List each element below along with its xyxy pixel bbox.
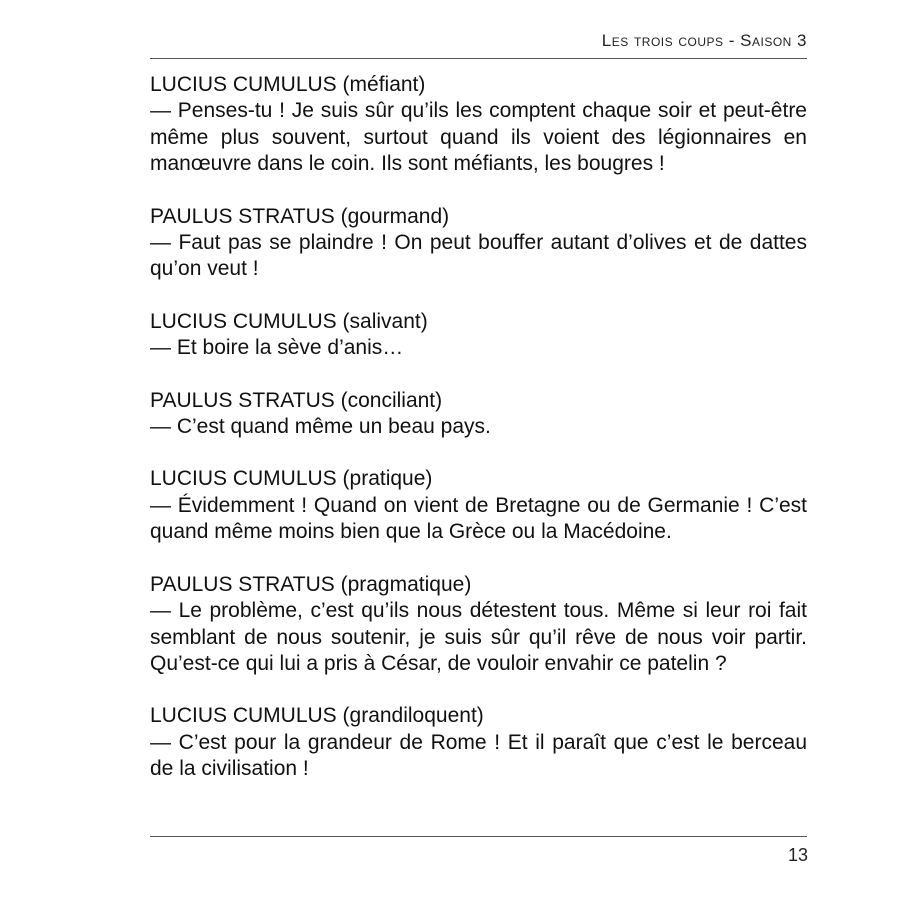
- speaker-name: LUCIUS CUMULUS (pratique): [150, 467, 433, 491]
- dialogue-line: — Faut pas se plaindre ! On peut bouffer autant d’olives et de dattes qu’on veut !: [150, 231, 807, 281]
- running-header: Les trois coups - Saison 3: [601, 31, 807, 50]
- dialogue-line: — Et boire la sève d’anis…: [150, 336, 404, 360]
- speaker-name: LUCIUS CUMULUS (méfiant): [150, 73, 426, 96]
- dialogue-block: [150, 572, 807, 678]
- footer-rule: [150, 836, 807, 837]
- speaker-name: LUCIUS CUMULUS (grandiloquent): [150, 704, 484, 728]
- speaker-name: LUCIUS CUMULUS (salivant): [150, 309, 428, 333]
- dialogue-body: [150, 72, 807, 809]
- dialogue-block: [150, 204, 807, 283]
- dialogue-line: — C’est quand même un beau pays.: [150, 415, 491, 439]
- dialogue-block: [150, 388, 807, 441]
- dialogue-block: [150, 703, 807, 782]
- speaker-name: PAULUS STRATUS (gourmand): [150, 204, 450, 228]
- header-rule: [150, 58, 807, 59]
- dialogue-line: — C’est pour la grandeur de Rome ! Et il paraît que c’est le berceau de la civilisation !: [150, 730, 807, 781]
- speaker-name: PAULUS STRATUS (conciliant): [150, 388, 443, 412]
- speaker-name: PAULUS STRATUS (pragmatique): [150, 572, 472, 596]
- dialogue-block: [150, 466, 807, 545]
- page-number: 13: [787, 845, 808, 865]
- dialogue-block: [150, 72, 807, 178]
- dialogue-line: — Le problème, c’est qu’ils nous détestent tous. Même si leur roi fait semblant de nous soutenir, je suis sûr qu’il rêve de nous voir partir. Qu’est-ce qui lui a pris à César, de vouloir envahir ce patelin ?: [150, 599, 807, 675]
- dialogue-block: [150, 309, 807, 362]
- dialogue-line: — Évidemment ! Quand on vient de Bretagne ou de Germanie ! C’est quand même moins bien que la Grèce ou la Macédoine.: [150, 493, 807, 544]
- dialogue-line: — Penses-tu ! Je suis sûr qu’ils les comptent chaque soir et peut-être même plus souvent, surtout quand ils voient des légionnaires en manœuvre dans le coin. Ils sont méfiants, les bougres !: [150, 99, 807, 176]
